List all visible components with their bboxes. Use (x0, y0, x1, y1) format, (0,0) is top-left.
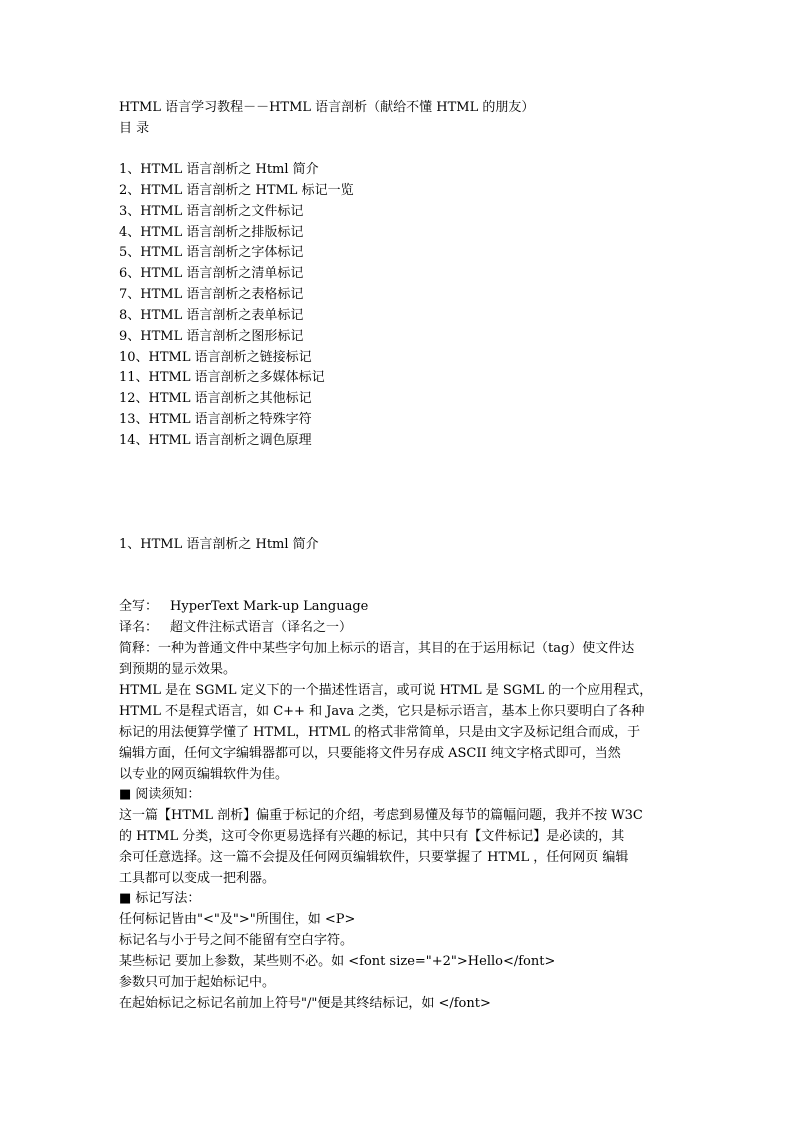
toc-item: 10、HTML 语言剖析之链接标记 (119, 350, 312, 365)
syntax-line: 某些标记 要加上参数，某些则不必。如 <font size="+2">Hello</font> (119, 954, 556, 969)
toc-item: 3、HTML 语言剖析之文件标记 (119, 204, 304, 219)
section-heading: 1、HTML 语言剖析之 Html 简介 (119, 537, 319, 552)
translation-value: 超文件注标式语言（译名之一） (170, 620, 353, 635)
toc-item: 8、HTML 语言剖析之表单标记 (119, 308, 304, 323)
syntax-line: 在起始标记之标记名前加上符号"/"便是其终结标记，如 </font> (119, 996, 491, 1011)
notice-line: 余可任意选择。这一篇不会提及任何网页编辑软件，只要掌握了 HTML ，任何网页 编辑 (119, 850, 629, 865)
intro-line: HTML 是在 SGML 定义下的一个描述性语言，或可说 HTML 是 SGML 的一个应用程式， (119, 683, 653, 698)
toc-item: 13、HTML 语言剖析之特殊字符 (119, 412, 312, 427)
toc-heading: 目 录 (119, 121, 150, 136)
translation-label: 译名： (119, 620, 159, 635)
syntax-line: 标记名与小于号之间不能留有空白字符。 (119, 933, 354, 948)
toc-item: 2、HTML 语言剖析之 HTML 标记一览 (119, 183, 354, 198)
intro-line: HTML 不是程式语言，如 C++ 和 Java 之类，它只是标示语言，基本上你只要明白了各种 (119, 704, 645, 719)
fullname-row (119, 597, 368, 617)
toc-item: 11、HTML 语言剖析之多媒体标记 (119, 370, 325, 385)
fullname-value: HyperText Mark-up Language (170, 599, 369, 614)
syntax-heading: ■ 标记写法： (119, 891, 201, 906)
intro-line: 简释：一种为普通文件中某些字句加上标示的语言，其目的在于运用标记（tag）使文件达 (119, 641, 635, 656)
document-title: HTML 语言学习教程－－HTML 语言剖析（献给不懂 HTML 的朋友） (119, 100, 535, 115)
toc-item: 7、HTML 语言剖析之表格标记 (119, 287, 304, 302)
toc-item: 12、HTML 语言剖析之其他标记 (119, 391, 312, 406)
translation-row (119, 618, 352, 638)
syntax-line: 参数只可加于起始标记中。 (119, 975, 276, 990)
notice-line: 的 HTML 分类，这可令你更易选择有兴趣的标记，其中只有【文件标记】是必读的，其 (119, 829, 625, 844)
notice-heading: ■ 阅读须知： (119, 787, 201, 802)
toc-item: 14、HTML 语言剖析之调色原理 (119, 433, 312, 448)
intro-line: 到预期的显示效果。 (119, 662, 237, 677)
intro-line: 编辑方面，任何文字编辑器都可以，只要能将文件另存成 ASCII 纯文字格式即可，当然 (119, 746, 621, 761)
toc-item: 4、HTML 语言剖析之排版标记 (119, 225, 304, 240)
syntax-line: 任何标记皆由"<"及">"所围住，如 <P> (119, 912, 356, 927)
notice-line: 这一篇【HTML 剖析】偏重于标记的介绍，考虑到易懂及每节的篇幅问题，我并不按 W3C (119, 808, 643, 823)
toc-item: 6、HTML 语言剖析之清单标记 (119, 266, 304, 281)
toc-item: 1、HTML 语言剖析之 Html 简介 (119, 162, 319, 177)
intro-line: 标记的用法便算学懂了 HTML，HTML 的格式非常简单，只是由文字及标记组合而成，于 (119, 725, 641, 740)
intro-line: 以专业的网页编辑软件为佳。 (119, 767, 289, 782)
toc-item: 9、HTML 语言剖析之图形标记 (119, 329, 304, 344)
notice-line: 工具都可以变成一把利器。 (119, 871, 276, 886)
toc-item: 5、HTML 语言剖析之字体标记 (119, 245, 304, 260)
fullname-label: 全写： (119, 599, 159, 614)
